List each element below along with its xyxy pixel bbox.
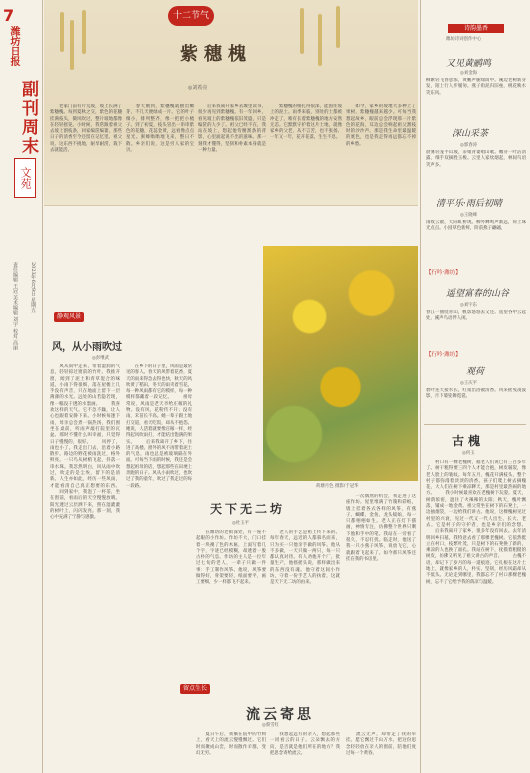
essay-body: 村口有一棵老槐树，据老人们说已有三百多年了。树干粗得要三四个人才能合抱，树皮皲裂，像老人脸上的皱纹。每年五月，槐花开满枝头，整个村子都弥漫着淡淡的清香。孩子们爬上树去摘槐花，大人们在树下乘凉聊天，那是村里最热闹的地方。 我小时候最喜欢在老槐树下玩耍。夏天，树荫浓密，遮住了火辣辣的太阳；秋天，槐叶飘落，铺成一地金黄。祖父常坐在树下的石凳上，一边抽烟袋，一边给我们讲古。他说，这棵槐树见过村里的兴衰，见过一代又一代人出生、长大、老去。它是村子的守护者，也是乡亲们的念想。 后来我离开了家乡，很多年没有回去。去年清明回乡扫墓，我特意去看了那棵老槐树。它依然挺立在村口，枝繁叶茂，只是树下的石凳换了新的，乘凉的人也换了面孔。我站在树下，抚摸着粗糙的树皮，仿佛又听见了祖父讲古的声音。 古槐不语，却记下了岁月的每一道痕迹。它扎根在这片土地上，就像家乡的人，朴实、坚韧，经历风霜却从不低头。无论走到哪里，我都忘不了村口那棵老槐树，忘不了它给予我的荫凉与温暖。 — [426, 460, 526, 585]
banner-logo: 十二节气 — [168, 6, 214, 26]
grain-illustration — [60, 12, 64, 52]
bottom-article-body: 我想起远方的亲人，想起那些一同看云的日子。云朵飘去的方向，是否就是他们所在的地方？我把思念寄给流云。 — [270, 732, 340, 756]
poem-body: 碧叶连天接水长，红蕖出浴散清香。风来摇曳凌波影，月下婆娑舞霓裳。 — [426, 388, 526, 400]
center-article-body: 一次偶然的机会，我走进了这座作坊。屋里堆满了竹篾和彩纸，墙上挂着各式各样的风筝，有燕子、蝴蝶、金鱼、龙头蜈蚣，每一只都栩栩如生。老人正在灯下描画，神情专注，仿佛整个世界只剩下他和手中的笔。我站在一旁看了很久，不忍打扰。临走时，他送了我一只小燕子风筝，说放飞它，心就跟着飞起来了。如今那只风筝还挂在我的书房里。 — [346, 494, 416, 562]
landscape-photo — [263, 246, 418, 481]
section-tag: 静观风景 — [54, 312, 84, 322]
poem-title: 观荷 — [466, 367, 485, 377]
poem-title: 清平乐·雨后初晴 — [436, 199, 502, 209]
left-article-body: 在乡下的日子里，风雨是最常见的客人。春天的风带着花香，夏天的雨来得急去得也快，秋天的风吹黄了稻田，冬天的雨夹着雪花。每一种风雨都有它的模样，每一种模样都藏着一段记忆。 祖母常说，风雨是老天爷给庄稼的礼物。没有风，花粉传不开；没有雨，禾苗长不高。她一辈子跟土地打交道，看天吃饭，却从不抱怨。她说，人活着就要像庄稼一样，经得起风吹雨打，才能结出饱满的果实。 后来我离开了乡下，住进了高楼。窗外的风不再带着泥土的气息，雨也总是被玻璃隔在外面。可每当下雨的时候，我还是会想起祖母的话，想起那些在田埂上奔跑的日子。风从小雨吹过，也吹过了我的童年，吹过了我走过的每一段路。 — [126, 364, 192, 489]
poem-body: 雨收云散，天际虹桥现。柳外蝉鸣声渐远，荷上珠光点点。小园草色新鲜，阶前燕子翩翩。 — [426, 220, 526, 232]
grain-illustration — [82, 10, 86, 54]
section-badge: 文苑 — [14, 158, 36, 198]
main-article-body: 春天刚到，紫穗槐就抽出嫩芽，不几天便绿成一片。它的叶子细小，排列整齐，像一把把小梳子。到了初夏，枝头冒出一串串紫色的花穗，花蕊金黄，远看像点点星光。蜜蜂嗡嗡地飞来，整日不散。乡亲们说，这是穷人家的宝贝。 — [126, 104, 194, 154]
poem-body: 春江一曲绕青山，帆影悠悠去又还。遥望谷中云起处，溪声鸟语伴人闲。 — [426, 310, 526, 322]
edition-title: 副刊周末 — [18, 80, 38, 156]
center-article-body: 在潍坊的老街深处，有一座不起眼的小作坊。作坊不大，门口挂着一块褪了色的木匾，上面写着几个字，字迹已经模糊，却透着一股古朴的气息。作坊的主人是一位年过七旬的老人，一辈子只做一件事：手工制作风筝。他说，风筝要做得好，骨架要轻，纸面要平，画工要细，少一样都飞不起来。 — [196, 530, 266, 586]
column-divider — [424, 424, 526, 425]
paper-name: 潍坊日报 — [8, 26, 19, 66]
left-article-byline: ◎彭继武 — [92, 356, 110, 361]
poem-author: ◎刘金海 — [460, 71, 478, 76]
main-article-title: 紫穗槐 — [180, 44, 252, 65]
left-article-body: 风从雨中走来，带着湿润的气息，轻轻掠过窗前的竹叶。我推开窗，闻到了泥土和青草混合的味道。小雨下得很细，落在屋檐上几乎没有声音，只在地面上留下一层薄薄的水光。远处的山若隐若现，像一幅没干透的水墨画。 我喜欢这样的天气。它不急不躁，让人心也跟着安静下来。小时候每逢下雨，母亲总会煮一锅热汤，我们围坐在桌前，听雨声敲打院里的瓦盆。那时不懂什么叫幸福，只觉得日子慢慢的，很好。 风停了，雨也小了。我走出门去，沿着小路散步。路边的野花被雨洗过，格外鲜亮。一只鸟从树梢飞起，抖落一串水珠。我忽然明白，风从雨中吹过，吹走的是尘埃，留下的是清新。人生亦如此，经历一些风雨，才能看清自己真正想要的东西。 回到家中，我泡了一杯茶，坐在窗前，看雨后的天空慢慢放晴。阳光透过云层洒下来，照在湿漉漉的树叶上，闪闪发亮。那一刻，我心中充满了宁静与感激。 — [50, 364, 120, 521]
main-article-body: 老家门前有片荒坡，坡上长满了紫穗槐。每到夏秋之交，紫色的花穗挂满枝头，微风吹过，整片坡地都像在轻轻摇晃。小时候，我常跟着祖父去坡上割枝条，回家编筐编篓，那些日子的清香至今还留在记忆里。祖父说，这东西不挑地，耐旱耐涝，栽下去就能活。 — [50, 104, 122, 154]
subsection-heading: 【行吟·潍坊】 — [426, 352, 461, 358]
main-article-body: 如今，家乡的坡地大多种上了果树，紫穗槐越来越少。可每当我想起故乡，眼前总会浮现那一片紫色的花海，耳边总会响起祖父割枝时的沙沙声。那是我生命里最温暖的底色，也是我走得再远都忘不掉的乡愁。 — [346, 104, 416, 147]
center-article-title: 天下无二坊 — [210, 502, 286, 516]
poem-title: 深山采茶 — [452, 129, 489, 139]
main-article-byline: ◎刘希亮 — [188, 85, 208, 91]
poem-title: 遥望富春的山谷 — [446, 289, 510, 299]
poem-title: 又见黄鹂鸣 — [446, 59, 492, 69]
grain-illustration — [70, 20, 74, 70]
poem-author: ◎刘宇东 — [460, 303, 478, 308]
grain-illustration — [318, 14, 322, 66]
issue-date: 2023年6月9日 星期五 — [30, 262, 36, 313]
center-article-byline: ◎杜玉平 — [232, 521, 250, 526]
bottom-article-body: 夏日午后，我躺在院中的竹椅上，看天上的流云慢慢飘过。它们时而聚成山峦，时而散作羊群，变幻无穷。 — [196, 732, 266, 756]
editor-credits: 责任编辑 王冠 美术编辑 刘宇 校对 高丽 — [12, 262, 18, 350]
essay-title: 古槐 — [452, 434, 485, 448]
poem-body: 晨雾轻笼半山坡，茶娘背篓唱山歌。嫩芽一叶沾清露，细手双摘胜玉梭。云里人家炊烟起，林间鸟语笑声多。 — [426, 150, 526, 168]
bottom-article-body: 流云无声，却带走了我的牵挂。愿它飘过千山万水，把这份思念轻轻放在亲人的窗前，陪他们度过每一个黄昏。 — [346, 732, 416, 756]
poem-author: ◎郭春涛 — [460, 143, 478, 148]
main-article-body: 后来我离开家乡去城里读书，很少再见到紫穗槐。有一年回乡，看见坡上的紫穗槐依旧茂盛，只是编筐的人少了。祖父已经不在，我站在坡上，想起他弯腰割条的背影，心里涌起说不出的滋味。那一刻我才懂得，坚韧和朴素本身就是一种力量。 — [198, 104, 266, 154]
grain-illustration — [300, 8, 304, 54]
right-section-label: 诗韵墨香 — [448, 24, 504, 33]
essay-author: ◎何玉 — [462, 451, 475, 456]
poem-body: 柳絮轻飞春意浓，黄鹂声脆绿荫中。溪边老树新芽发，陌上行人步履匆。燕子衔泥归旧垒，桃花映水笑东风。 — [426, 78, 526, 96]
left-article-title: 风，从小雨吹过 — [52, 342, 122, 353]
poem-author: ◎王晓峰 — [460, 213, 478, 218]
bottom-article-title: 流云寄思 — [246, 707, 314, 723]
grain-illustration — [336, 6, 340, 48]
bottom-article-byline: ◎蔡雪红 — [262, 723, 280, 728]
poem-author: ◎王庆平 — [460, 381, 478, 386]
subsection-heading: 【行吟·潍坊】 — [426, 270, 461, 276]
main-article-body: 紫穗槐的根扎得很深，能固住坡上的泥土。雨季来临，别处的土都被冲走了，唯有长着紫穗槐的地方安然无恙。它默默守护着这片土地，就像家乡的父老，从不言苦，也不张扬。一年又一年，花开花落，生生不息。 — [270, 104, 342, 141]
photo-caption: 荷塘月色 摄影/于冠华 — [316, 484, 359, 489]
section-tag: 留点生长 — [180, 684, 210, 694]
right-section-subtitle: 潍坊诗词创作中心 — [446, 37, 482, 42]
center-article-body: 老人的手艺是祖上传下来的。每年春天，远近的人都慕名而来，只为买一只他亲手做的风筝。他从不多做，一天只做一两只，每一只都认真对待。有人劝他开个厂，批量生产，他摇摇头说，那样做出来的东西没有魂。他守着这间小作坊，守着一份手艺人的执着，这就是天下无二坊的由来。 — [270, 530, 340, 586]
page-number: 7 — [3, 6, 15, 25]
